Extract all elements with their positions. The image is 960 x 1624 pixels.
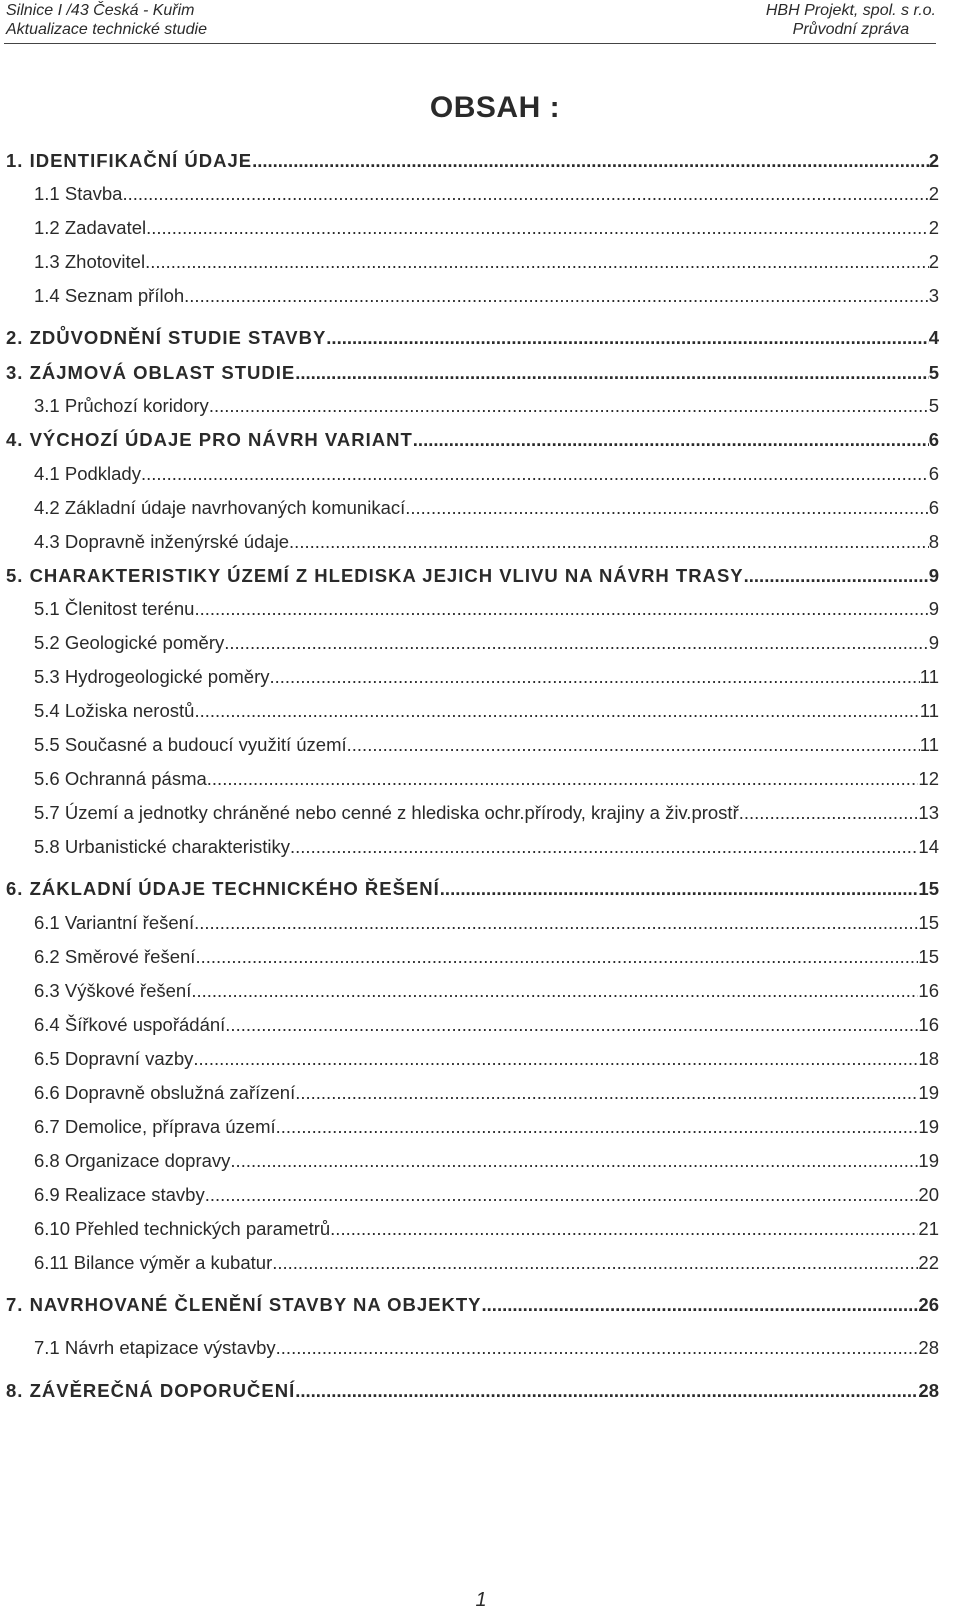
toc-entry-page: 2 bbox=[928, 183, 939, 204]
toc-entry-title: 4. VÝCHOZÍ ÚDAJE PRO NÁVRH VARIANT bbox=[6, 429, 413, 450]
toc-section-entry[interactable] bbox=[34, 767, 939, 791]
toc-dot-leader bbox=[194, 911, 918, 935]
toc-dot-leader bbox=[326, 326, 928, 350]
toc-dot-leader bbox=[289, 530, 929, 554]
toc-dot-leader bbox=[209, 394, 929, 418]
toc-entry-page: 9 bbox=[928, 632, 939, 653]
toc-dot-leader bbox=[295, 1081, 918, 1105]
toc-entry-title: 1.1 Stavba bbox=[34, 183, 123, 204]
toc-dot-leader bbox=[146, 216, 929, 240]
toc-section-entry[interactable] bbox=[34, 597, 939, 621]
toc-section-entry[interactable] bbox=[34, 835, 939, 859]
toc-section-entry[interactable] bbox=[34, 462, 939, 486]
toc-entry-page: 6 bbox=[928, 497, 939, 518]
toc-entry-page: 9 bbox=[928, 565, 939, 586]
toc-dot-leader bbox=[347, 733, 920, 757]
toc-dot-leader bbox=[230, 1149, 918, 1173]
toc-entry-title: 5. CHARAKTERISTIKY ÚZEMÍ Z HLEDISKA JEJICH VLIVU NA NÁVRH TRASY bbox=[6, 565, 744, 586]
toc-dot-leader bbox=[225, 1013, 918, 1037]
toc-entry-page: 18 bbox=[918, 1048, 939, 1069]
toc-section-entry[interactable] bbox=[34, 699, 939, 723]
toc-entry-page: 2 bbox=[928, 251, 939, 272]
toc-entry-page: 6 bbox=[928, 429, 939, 450]
toc-dot-leader bbox=[440, 877, 919, 901]
toc-dot-leader bbox=[272, 1251, 918, 1275]
toc-section-entry[interactable] bbox=[34, 284, 939, 308]
header-right bbox=[766, 1, 936, 39]
toc-entry-title: 6.10 Přehled technických parametrů bbox=[34, 1218, 331, 1239]
toc-entry-title: 6.5 Dopravní vazby bbox=[34, 1048, 194, 1069]
toc-entry-page: 13 bbox=[918, 802, 939, 823]
toc-dot-leader bbox=[193, 1047, 918, 1071]
toc-entry-title: 6.7 Demolice, příprava území bbox=[34, 1116, 276, 1137]
toc-chapter-entry[interactable] bbox=[6, 428, 939, 452]
toc-entry-title: 5.2 Geologické poměry bbox=[34, 632, 225, 653]
toc-section-entry[interactable] bbox=[34, 1183, 939, 1207]
toc-dot-leader bbox=[194, 699, 919, 723]
toc-chapter-entry[interactable] bbox=[6, 361, 939, 385]
toc-dot-leader bbox=[482, 1293, 919, 1317]
toc-section-entry[interactable] bbox=[34, 1251, 939, 1275]
toc-entry-page: 20 bbox=[918, 1184, 939, 1205]
toc-entry-page: 28 bbox=[918, 1337, 939, 1358]
toc-entry-page: 19 bbox=[918, 1116, 939, 1137]
toc-entry-page: 15 bbox=[918, 946, 939, 967]
toc-entry-page: 5 bbox=[928, 395, 939, 416]
toc-dot-leader bbox=[145, 250, 929, 274]
header-left bbox=[6, 1, 207, 39]
toc-dot-leader bbox=[290, 835, 918, 859]
toc-entry-page: 11 bbox=[919, 734, 939, 755]
toc-entry-page: 28 bbox=[918, 1380, 939, 1401]
toc-section-entry[interactable] bbox=[34, 801, 939, 825]
toc-chapter-entry[interactable] bbox=[6, 149, 939, 173]
page-header bbox=[0, 0, 960, 44]
toc-dot-leader bbox=[270, 665, 920, 689]
toc-entry-title: 8. ZÁVĚREČNÁ DOPORUČENÍ bbox=[6, 1380, 296, 1401]
toc-section-entry[interactable] bbox=[34, 733, 939, 757]
toc-entry-title: 5.3 Hydrogeologické poměry bbox=[34, 666, 270, 687]
toc-dot-leader bbox=[330, 1217, 918, 1241]
toc-entry-title: 6.9 Realizace stavby bbox=[34, 1184, 205, 1205]
toc-dot-leader bbox=[194, 597, 928, 621]
toc-entry-title: 6.1 Variantní řešení bbox=[34, 912, 195, 933]
page-number: 1 bbox=[475, 1589, 487, 1611]
toc-dot-leader bbox=[205, 1183, 919, 1207]
toc-dot-leader bbox=[252, 149, 929, 173]
toc-dot-leader bbox=[122, 182, 928, 206]
toc-entry-title: 6. ZÁKLADNÍ ÚDAJE TECHNICKÉHO ŘEŠENÍ bbox=[6, 878, 440, 899]
toc-entry-page: 16 bbox=[918, 1014, 939, 1035]
toc-section-entry[interactable] bbox=[34, 945, 939, 969]
toc-entry-page: 19 bbox=[918, 1150, 939, 1171]
toc-dot-leader bbox=[276, 1115, 919, 1139]
toc-entry-title: 6.8 Organizace dopravy bbox=[34, 1150, 231, 1171]
toc-entry-title: 1.3 Zhotovitel bbox=[34, 251, 146, 272]
toc-chapter-entry[interactable] bbox=[6, 326, 939, 350]
toc-entry-title: 7. NAVRHOVANÉ ČLENĚNÍ STAVBY NA OBJEKTY bbox=[6, 1294, 482, 1315]
toc-entry-page: 15 bbox=[918, 878, 939, 899]
toc-chapter-entry[interactable] bbox=[6, 877, 939, 901]
toc-entry-page: 16 bbox=[918, 980, 939, 1001]
toc-section-entry[interactable] bbox=[34, 911, 939, 935]
toc-dot-leader bbox=[744, 564, 929, 588]
toc-entry-page: 5 bbox=[928, 362, 939, 383]
toc-chapter-entry[interactable] bbox=[6, 1293, 939, 1317]
toc-section-entry[interactable] bbox=[34, 1047, 939, 1071]
toc-entry-page: 15 bbox=[918, 912, 939, 933]
toc-section-entry[interactable] bbox=[34, 1217, 939, 1241]
toc-entry-page: 6 bbox=[928, 463, 939, 484]
toc-entry-page: 14 bbox=[918, 836, 939, 857]
toc-section-entry[interactable] bbox=[34, 216, 939, 240]
toc-entry-title: 5.5 Současné a budoucí využití území bbox=[34, 734, 347, 755]
toc-entry-title: 5.7 Území a jednotky chráněné nebo cenné z hlediska ochr.přírody, krajiny a živ.prostř. bbox=[34, 802, 744, 823]
toc-section-entry[interactable] bbox=[34, 979, 939, 1003]
toc-dot-leader bbox=[207, 767, 919, 791]
toc-entry-title: 3.1 Průchozí koridory bbox=[34, 395, 209, 416]
toc-entry-title: 4.1 Podklady bbox=[34, 463, 141, 484]
toc-entry-title: 6.11 Bilance výměr a kubatur bbox=[34, 1252, 273, 1273]
toc-dot-leader bbox=[295, 361, 929, 385]
toc-entry-title: 6.4 Šířkové uspořádání bbox=[34, 1014, 226, 1035]
toc-entry-page: 2 bbox=[928, 150, 939, 171]
toc-dot-leader bbox=[141, 462, 929, 486]
toc-entry-title: 6.3 Výškové řešení bbox=[34, 980, 192, 1001]
toc-entry-page: 11 bbox=[919, 700, 939, 721]
toc-entry-title: 6.6 Dopravně obslužná zařízení bbox=[34, 1082, 296, 1103]
toc-entry-page: 26 bbox=[918, 1294, 939, 1315]
toc-dot-leader bbox=[295, 1379, 918, 1403]
toc-entry-title: 6.2 Směrové řešení bbox=[34, 946, 196, 967]
toc-dot-leader bbox=[184, 284, 929, 308]
toc-dot-leader bbox=[405, 496, 928, 520]
toc-entry-title: 5.8 Urbanistické charakteristiky bbox=[34, 836, 291, 857]
header-report-type: Průvodní zpráva bbox=[792, 21, 910, 38]
toc-dot-leader bbox=[191, 979, 918, 1003]
toc-entry-title: 1. IDENTIFIKAČNÍ ÚDAJE bbox=[6, 150, 253, 171]
toc-section-entry[interactable] bbox=[34, 1081, 939, 1105]
header-document-subtitle: Aktualizace technické studie bbox=[6, 21, 207, 38]
toc-section-entry[interactable] bbox=[34, 496, 939, 520]
toc-section-entry[interactable] bbox=[34, 1149, 939, 1173]
toc-entry-page: 19 bbox=[918, 1082, 939, 1103]
toc-section-entry[interactable] bbox=[34, 530, 939, 554]
toc-chapter-entry[interactable] bbox=[6, 1379, 939, 1403]
toc-entry-page: 12 bbox=[918, 768, 939, 789]
toc-entry-title: 5.4 Ložiska nerostů bbox=[34, 700, 195, 721]
toc-entry-title: 4.3 Dopravně inženýrské údaje bbox=[34, 531, 290, 552]
toc-entry-page: 3 bbox=[928, 285, 939, 306]
toc-entry-title: 1.2 Zadavatel bbox=[34, 217, 147, 238]
toc-dot-leader bbox=[276, 1336, 919, 1360]
toc-entry-title: 2. ZDŮVODNĚNÍ STUDIE STAVBY bbox=[6, 327, 327, 348]
toc-entry-title: 4.2 Základní údaje navrhovaných komunikací bbox=[34, 497, 406, 518]
header-company: HBH Projekt, spol. s r.o. bbox=[765, 2, 936, 19]
toc-chapter-entry[interactable] bbox=[6, 564, 939, 588]
toc-entry-title: 3. ZÁJMOVÁ OBLAST STUDIE bbox=[6, 362, 296, 383]
toc-entry-page: 11 bbox=[919, 666, 939, 687]
toc-section-entry[interactable] bbox=[34, 394, 939, 418]
toc-entry-title: 1.4 Seznam příloh bbox=[34, 285, 185, 306]
toc-section-entry[interactable] bbox=[34, 1115, 939, 1139]
toc-entry-page: 2 bbox=[928, 217, 939, 238]
toc-dot-leader bbox=[744, 801, 919, 825]
toc-entry-title: 7.1 Návrh etapizace výstavby bbox=[34, 1337, 276, 1358]
toc-section-entry[interactable] bbox=[34, 1336, 939, 1360]
toc-entry-page: 21 bbox=[918, 1218, 939, 1239]
toc-entry-page: 9 bbox=[928, 598, 939, 619]
toc-dot-leader bbox=[413, 428, 929, 452]
header-project-name: Silnice I /43 Česká - Kuřim bbox=[6, 2, 195, 19]
toc-entry-page: 22 bbox=[918, 1252, 939, 1273]
header-divider bbox=[4, 43, 936, 44]
toc-section-entry[interactable] bbox=[34, 665, 939, 689]
toc-title: OBSAH : bbox=[429, 91, 561, 124]
toc-dot-leader bbox=[195, 945, 918, 969]
toc-section-entry[interactable] bbox=[34, 182, 939, 206]
toc-section-entry[interactable] bbox=[34, 1013, 939, 1037]
toc-entry-title: 5.1 Členitost terénu bbox=[34, 598, 195, 619]
toc-entry-page: 4 bbox=[928, 327, 939, 348]
toc-dot-leader bbox=[224, 631, 928, 655]
toc-entry-page: 8 bbox=[928, 531, 939, 552]
toc-entry-title: 5.6 Ochranná pásma bbox=[34, 768, 207, 789]
toc-section-entry[interactable] bbox=[34, 250, 939, 274]
toc-section-entry[interactable] bbox=[34, 631, 939, 655]
